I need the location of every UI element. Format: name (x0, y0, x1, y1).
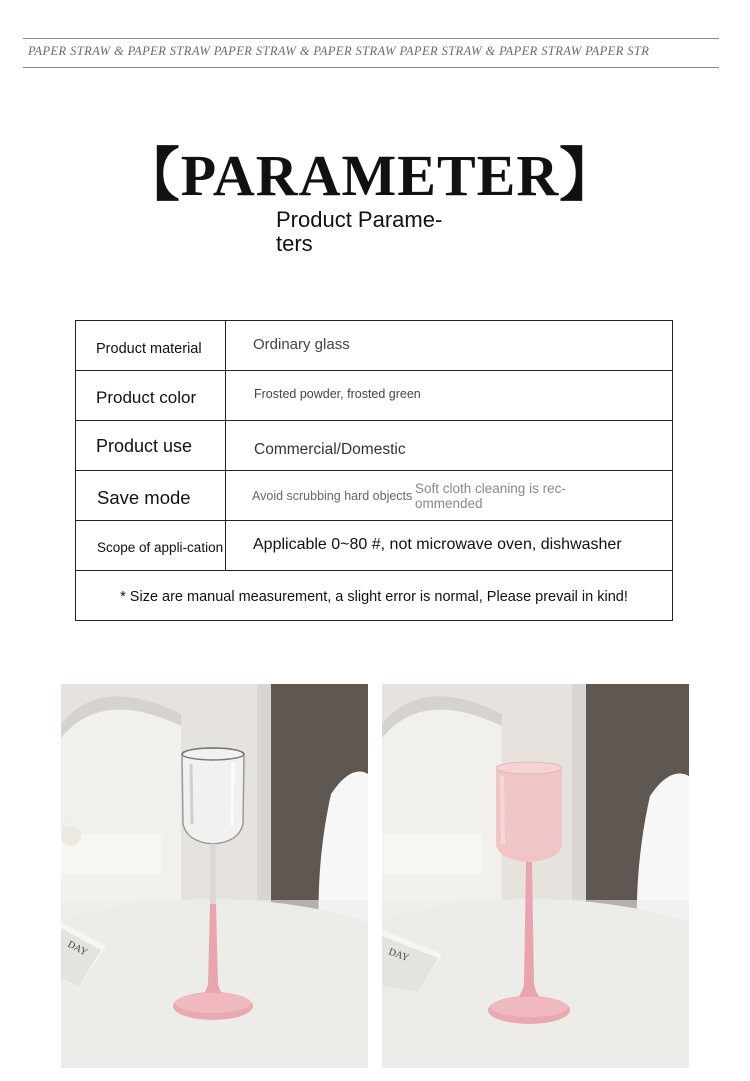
table-row (76, 471, 672, 521)
paper-straw-banner: PAPER STRAW & PAPER STRAW PAPER STRAW & PAPER STRAW PAPER STRAW & PAPER STRAW PAPER STR (28, 44, 650, 58)
row-value (227, 471, 672, 520)
clear-glass-illustration (61, 684, 368, 1068)
row-label: Product use (76, 421, 226, 470)
table-row (76, 321, 672, 371)
frosted-glass-illustration (382, 684, 689, 1068)
table-row (76, 421, 672, 471)
banner-bottom-rule (23, 67, 719, 68)
row-value (227, 321, 672, 370)
value-text: Applicable 0~80 #, not microwave oven, dishwasher (253, 536, 622, 553)
row-label: Scope of appli-cation (76, 521, 226, 570)
page-title: 【PARAMETER】 (121, 143, 619, 208)
value-text: Ordinary glass (253, 336, 350, 353)
clear-glass-photo (61, 684, 368, 1068)
row-label: Product color (76, 371, 226, 420)
row-label: Product material (76, 321, 226, 370)
table-row (76, 521, 672, 571)
frosted-pink-glass-photo (382, 684, 689, 1068)
book-text: DAY (386, 946, 411, 964)
row-value (227, 521, 672, 570)
row-value (227, 371, 672, 420)
value-text: Frosted powder, frosted green (254, 387, 421, 401)
value-text: Commercial/Domestic (254, 441, 406, 458)
row-label: Save mode (76, 471, 226, 520)
measurement-note: * Size are manual measurement, a slight error is normal, Please prevail in kind! (120, 588, 628, 605)
value-text: Avoid scrubbing hard objects (252, 489, 413, 503)
value-extra-text: Soft cloth cleaning is rec-ommended (415, 481, 566, 511)
row-value (227, 421, 672, 470)
book-text: DAY (65, 938, 90, 959)
parameter-table (75, 320, 673, 621)
page-subtitle: Product Parame-ters (276, 207, 443, 256)
banner-top-rule (23, 38, 719, 39)
table-row (76, 371, 672, 421)
